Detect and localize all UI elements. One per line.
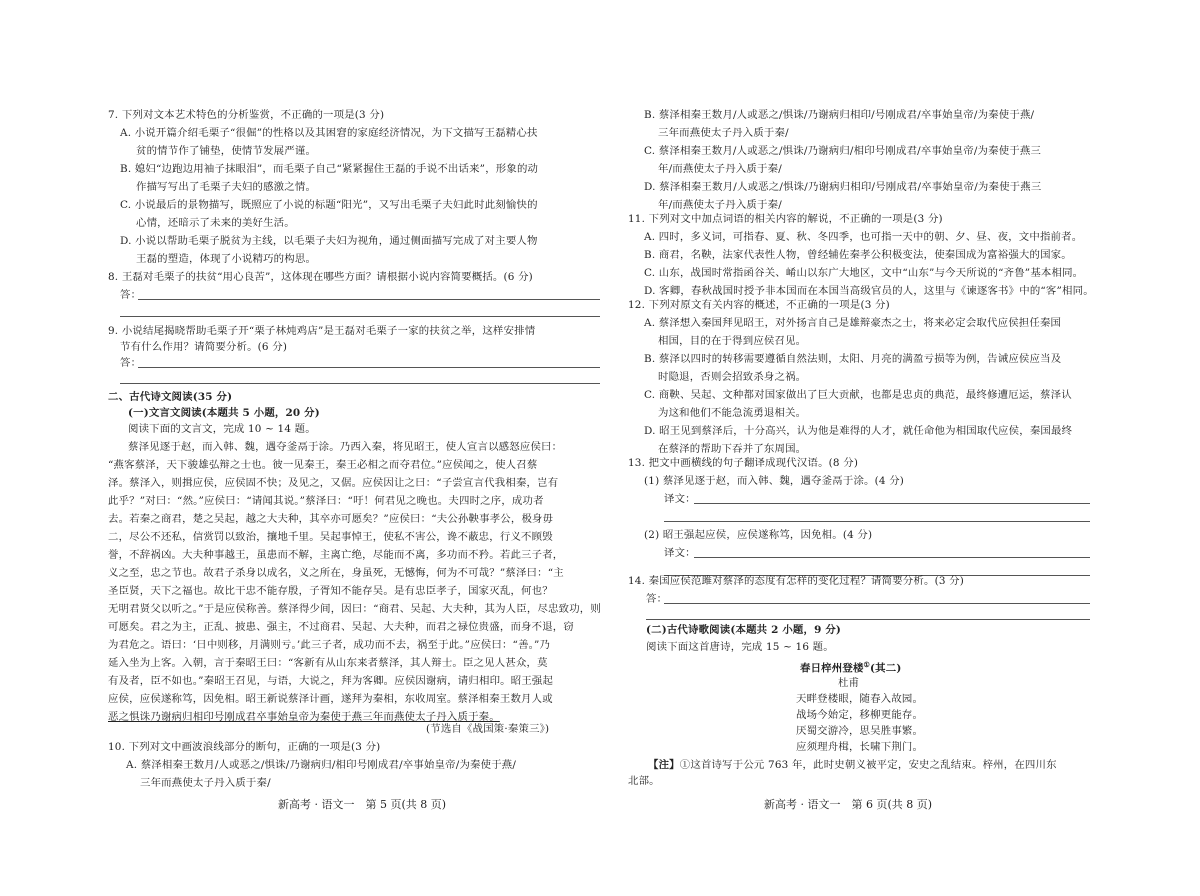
q10-option-d: D. 蔡泽相秦王数月/人或恶之/惧诛/乃谢病归相印/号刚成君/卒事始皇帝/为秦使于燕三 [644, 181, 1042, 193]
q12-option-a-cont: 相国，目的在于得到应侯召见。 [658, 335, 807, 347]
poem-note-label: 【注】 [648, 759, 680, 771]
q11-option-d: D. 客卿，春秋战国时授予非本国而在本国当高级官员的人，这里与《谏逐客书》中的“客”相同。 [644, 285, 1094, 297]
q13-item-2: (2) 昭王强起应侯，应侯遂称笃，因免相。(4 分) [644, 529, 873, 541]
q7-option-d: D. 小说以帮助毛栗子脱贫为主线，以毛栗子夫妇为视角，通过侧面描写完成了对主要人物 [120, 235, 538, 247]
q7-option-a-cont: 贫的情节作了铺垫，使情节发展严谨。 [136, 145, 317, 157]
page-footer-left: 新高考 · 语文一 第 5 页(共 8 页) [278, 798, 447, 811]
poem-title [800, 658, 901, 675]
q11-option-c: C. 山东，战国时常指函谷关、崤山以东广大地区，文中“山东”与今天所说的“齐鲁”基本相同。 [644, 267, 1084, 279]
passage-line-wavy: 恶之惧诛乃谢病归相印号刚成君卒事始皇帝为秦使于燕三年而燕使太子丹入质于秦。 [108, 711, 500, 723]
passage-line: 誉，不辞祸凶。大夫种事越王，虽患而不解，主离亡绝，尽能而不离，多功而不矜。若此三子者， [108, 549, 564, 561]
passage-line: 去。若秦之商君，楚之吴起，越之大夫种，其卒亦可愿矣？”应侯曰：“夫公孙鞅事孝公，极身毋 [108, 513, 554, 525]
poem-line: 应须理舟楫，长啸下荆门。 [796, 741, 924, 753]
poem-author: 杜甫 [838, 677, 860, 689]
q13-stem: 13. 把文中画横线的句子翻译成现代汉语。(8 分) [628, 457, 859, 469]
section-2-2-heading: (二)古代诗歌阅读(本题共 2 小题，9 分) [646, 624, 842, 636]
q14-answer-line[interactable] [664, 603, 1090, 604]
q11-stem: 11. 下列对文中加点词语的相关内容的解说，不正确的一项是(3 分) [628, 213, 943, 225]
q12-option-a: A. 蔡泽想入秦国拜见昭王，对外扬言自己是雄辩豪杰之士，将来必定会取代应侯担任秦国 [644, 317, 1062, 329]
passage-line: 圣臣贤，天下之福也。故比干忠不能存殷，子胥知不能存吴。是有忠臣孝子，国家灭乱，何也？ [108, 585, 553, 597]
q13-2-translation-line[interactable] [694, 557, 1090, 558]
q10-option-b-cont: 三年而燕使太子丹入质于秦/ [658, 127, 789, 139]
section-2-2-intro: 阅读下面这首唐诗，完成 15 ~ 16 题。 [646, 641, 834, 653]
passage-line: 为君危之。语曰：‘日中则移，月满则亏。’此三子者，成功而不去，祸至于此。”应侯曰：“善。”乃 [108, 639, 551, 651]
q13-1-translation-line[interactable] [664, 521, 1090, 522]
q7-option-c: C. 小说最后的景物描写，既照应了小说的标题“阳光”，又写出毛栗子夫妇此时此刻愉快的 [120, 199, 538, 211]
passage-line: 可愿矣。君之为主，正乱、披患、强主，不过商君、吴起、大夫种，而君之禄位贵盛，而身不退，窃 [108, 621, 574, 633]
page-footer-right: 新高考 · 语文一 第 6 页(共 8 页) [764, 798, 933, 811]
q9-stem-cont: 节有什么作用？请简要分析。(6 分) [120, 341, 288, 353]
passage-line: 此乎？”对曰：“然。”应侯曰：“请闻其说。”蔡泽曰：“吁！何君见之晚也。夫四时之序，成功者 [108, 495, 544, 507]
q10-option-b: B. 蔡泽相秦王数月/人或恶之/惧诛/乃谢病归相印/号刚成君/卒事始皇帝/为秦使于燕/ [644, 109, 1035, 121]
q9-answer-label: 答： [120, 357, 142, 369]
q10-option-a: A. 蔡泽相秦王数月/人或恶之/惧诛/乃谢病归/相印号刚成君/卒事始皇帝/为秦使于燕/ [126, 759, 517, 771]
q12-option-c-cont: 为这和他们不能急流勇退相关。 [658, 407, 807, 419]
passage-line: 有及者，臣不如也。”秦昭王召见，与语，大说之，拜为客卿。应侯因谢病，请归相印。昭王强起 [108, 675, 554, 687]
q8-answer-line[interactable] [120, 316, 600, 317]
section-2-1-intro: 阅读下面的文言文，完成 10 ~ 14 题。 [128, 423, 316, 435]
q10-option-a-cont: 三年而燕使太子丹入质于秦/ [140, 777, 271, 789]
q9-answer-line[interactable] [138, 367, 600, 368]
passage-line: 蔡泽见逐于赵，而入韩、魏，遇夺釜鬲于涂。乃西入秦，将见昭王，使人宣言以感怒应侯曰： [128, 441, 563, 453]
poem-note-text: ①这首诗写于公元 763 年，此时史朝义被平定，安史之乱结束。梓州，在四川东 [679, 759, 1057, 771]
q7-option-c-cont: 心情，还暗示了未来的美好生活。 [136, 217, 295, 229]
passage-line: 应侯，应侯遂称笃，因免相。昭王新说蔡泽计画，遂拜为秦相，东收周室。蔡泽相秦王数月人或 [108, 693, 553, 705]
q12-option-c: C. 商鞅、吴起、文种都对国家做出了巨大贡献，也都是忠贞的典范，最终修遭厄运，蔡泽认 [644, 389, 1072, 401]
q9-answer-line[interactable] [120, 383, 600, 384]
q10-option-c-cont: 年/而燕使太子丹入质于秦/ [658, 163, 782, 175]
q14-stem: 14. 秦国应侯范雎对蔡泽的态度有怎样的变化过程？请简要分析。(3 分) [628, 575, 964, 587]
q12-option-b-cont: 时隐退，否则会招致杀身之祸。 [658, 371, 807, 383]
q9-stem: 9. 小说结尾揭晓帮助毛栗子开“栗子林炖鸡店”是王磊对毛栗子一家的扶贫之举，这样安排情 [108, 325, 536, 337]
poem-title-note-mark: ① [863, 660, 871, 669]
passage-line: 义之至，忠之节也。故君子杀身以成名，义之所在，身虽死，无憾悔，何为不可哉？”蔡泽曰：“主 [108, 567, 564, 579]
q14-answer-line[interactable] [646, 619, 1090, 620]
poem-line: 厌蜀交游冷，思吴胜事繁。 [796, 725, 924, 737]
poem-title-text: 春日梓州登楼 [800, 662, 864, 675]
q7-stem: 7. 下列对文本艺术特色的分析鉴赏，不正确的一项是(3 分) [108, 109, 385, 121]
poem-title-sub: (其二) [870, 662, 902, 675]
q12-option-d-cont: 在蔡泽的帮助下吞并了东周国。 [658, 443, 807, 455]
q10-option-c: C. 蔡泽相秦王数月/人或恶之/惧诛/乃谢病归/相印号刚成君/卒事始皇帝/为秦使于燕三 [644, 145, 1042, 157]
passage-line: 延入坐为上客。入朝，言于秦昭王曰：“客新有从山东来者蔡泽，其人辩士。臣之见人甚众，莫 [108, 657, 548, 669]
q13-1-translation-line[interactable] [694, 503, 1090, 504]
q7-option-a: A. 小说开篇介绍毛栗子“很倔”的性格以及其困窘的家庭经济情况，为下文描写王磊精心扶 [120, 127, 538, 139]
q14-answer-label: 答： [646, 593, 668, 605]
passage-line: 泽。蔡泽入，则揖应侯，应侯固不快；及见之，又倨。应侯因让之曰：“子尝宣言代我相秦，岂有 [108, 477, 559, 489]
section-2-1-heading: (一)文言文阅读(本题共 5 小题，20 分) [128, 407, 320, 419]
q7-option-b-cont: 作描写写出了毛栗子夫妇的感激之情。 [136, 181, 317, 193]
q13-item-1: (1) 蔡泽见逐于赵，而入韩、魏，遇夺釜鬲于涂。(4 分) [644, 475, 905, 487]
section-2-heading: 二、古代诗文阅读(35 分) [108, 391, 233, 403]
q12-option-d: D. 昭王见到蔡泽后，十分高兴，认为他是难得的人才，就任命他为相国取代应侯，秦国最终 [644, 425, 1073, 437]
passage-line: 无明君贤父以听之。”于是应侯称善。蔡泽得少间，因曰：“商君、吴起、大夫种，其为人臣，尽忠致功，则 [108, 603, 601, 615]
q11-option-b: B. 商君，名鞅，法家代表性人物，曾经辅佐秦孝公积极变法，使秦国成为富裕强大的国家。 [644, 249, 1072, 261]
passage-line: 二，尽公不还私，信赏罚以致治，攘地千里。吴起事悼王，使私不害公，谗不蔽忠，行义不顾毁 [108, 531, 553, 543]
q10-stem: 10. 下列对文中画波浪线部分的断句，正确的一项是(3 分) [108, 741, 381, 753]
q7-option-d-cont: 王磊的塑造，体现了小说精巧的构思。 [136, 253, 317, 265]
q8-answer-label: 答： [120, 289, 142, 301]
passage-line: “燕客蔡泽，天下骏雄弘辩之士也。彼一见秦王，秦王必相之而夺君位。”应侯闻之，使人召蔡 [108, 459, 538, 471]
poem-note-cont: 北部。 [628, 775, 660, 787]
poem-line: 战场今始定，移柳更能存。 [796, 709, 924, 721]
q8-answer-line[interactable] [138, 299, 600, 300]
q7-option-b: B. 媳妇“边跑边用袖子抹眼泪”，而毛栗子自己“紧紧握住王磊的手说不出话来”，形象的动 [120, 163, 539, 175]
q13-1-translation-label: 译文： [664, 493, 696, 505]
q12-option-b: B. 蔡泽以四时的转移需要遵循自然法则，太阳、月亮的满盈亏损等为例，告诫应侯应当及 [644, 353, 1062, 365]
passage-source: (节选自《战国策·秦策三》) [426, 723, 550, 735]
poem-note [648, 758, 1057, 772]
q12-stem: 12. 下列对原文有关内容的概述，不正确的一项是(3 分) [628, 299, 890, 311]
q10-option-d-cont: 年/而燕使太子丹入质于秦/ [658, 199, 782, 211]
q13-2-translation-label: 译文： [664, 547, 696, 559]
q8-stem: 8. 王磊对毛栗子的扶贫“用心良苦”，这体现在哪些方面？请根据小说内容简要概括。(6 分) [108, 271, 533, 283]
poem-line: 天畔登楼眼，随春入故园。 [796, 693, 924, 705]
q11-option-a: A. 四时，多义词，可指春、夏、秋、冬四季，也可指一天中的朝、夕、昼、夜，文中指前者。 [644, 231, 1083, 243]
